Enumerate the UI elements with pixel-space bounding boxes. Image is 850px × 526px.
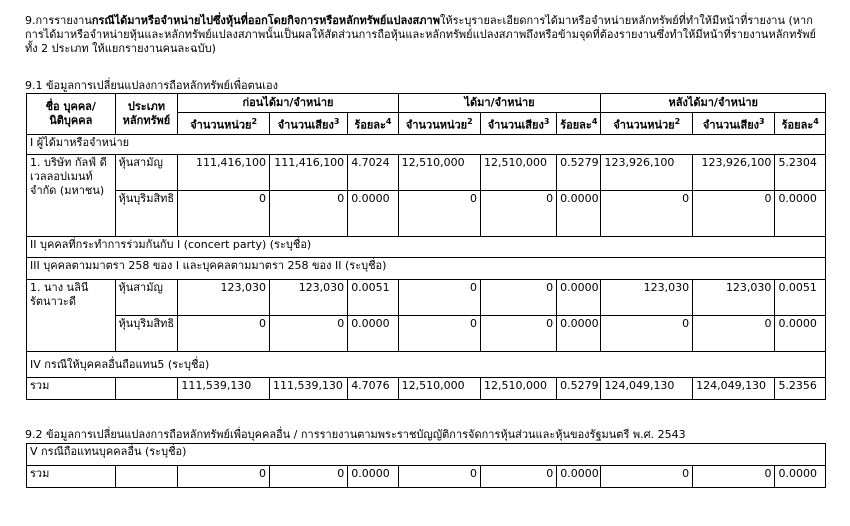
header-votes: จำนวนเสียง$^3$ — [269, 113, 347, 135]
group-header-1: I ผู้ได้มาหรือจำหน่าย — [27, 135, 826, 155]
total-cell: 0 — [481, 466, 557, 488]
header-votes: จำนวนเสียง$^3$ — [693, 113, 775, 135]
value-cell: 123,030 — [693, 280, 775, 316]
total-cell: 0.0000 — [348, 466, 398, 488]
security-type: หุ้นบุริมสิทธิ — [115, 316, 178, 352]
group-header-3: III บุคคลตามมาตรา 258 ของ I และบุคคลตามมาตรา 258 ของ II (ระบุชื่อ) — [27, 258, 826, 280]
header-percent: ร้อยละ$^4$ — [348, 113, 398, 135]
value-cell: 0 — [398, 316, 480, 352]
value-cell: 0.0000 — [557, 316, 601, 352]
header-percent: ร้อยละ$^4$ — [557, 113, 601, 135]
header-before: ก่อนได้มา/จำหน่าย — [178, 94, 398, 113]
value-cell: 0 — [601, 191, 693, 237]
value-cell: 0 — [398, 191, 480, 237]
value-cell: 0 — [178, 191, 270, 237]
total-cell: 12,510,000 — [398, 378, 480, 400]
value-cell: 0 — [693, 316, 775, 352]
value-cell: 123,926,100 — [693, 155, 775, 191]
section-9-1-title: 9.1 ข้อมูลการเปลี่ยนแปลงการถือหลักทรัพย์เพื่อตนเอง — [25, 79, 279, 92]
group-header-5: V กรณีถือแทนบุคคลอื่น (ระบุชื่อ) — [27, 444, 826, 466]
value-cell: 0.0000 — [775, 191, 826, 237]
header-units: จำนวนหน่วย$^2$ — [601, 113, 693, 135]
total-cell: 0 — [398, 466, 480, 488]
header-type: ประเภท หลักทรัพย์ — [115, 94, 178, 135]
header-after: หลังได้มา/จำหน่าย — [601, 94, 826, 113]
table-9-1 — [26, 93, 826, 400]
total-cell: 124,049,130 — [601, 378, 693, 400]
value-cell: 0.0000 — [557, 280, 601, 316]
value-cell: 4.7024 — [348, 155, 398, 191]
value-cell: 0 — [480, 316, 556, 352]
value-cell: 123,030 — [601, 280, 693, 316]
person-name-2: 1. นาง นลินี รัตนาวะดี — [27, 280, 116, 352]
section-9-2-title: 9.2 ข้อมูลการเปลี่ยนแปลงการถือหลักทรัพย์เพื่อบุคคลอื่น / การรายงานตามพระราชบัญญัติการจัดการหุ้นส่วนและหุ้นของรัฐมนตรี พ.ศ. 2543 — [25, 428, 686, 441]
value-cell: 0 — [269, 191, 347, 237]
total-cell: 0.0000 — [775, 466, 826, 488]
intro-paragraph — [25, 14, 825, 56]
group-header-2: II บุคคลที่กระทำการร่วมกันกับ I (concert party) (ระบุชื่อ) — [27, 237, 826, 258]
value-cell: 0.5279 — [557, 155, 601, 191]
value-cell: 0 — [693, 191, 775, 237]
security-type: หุ้นบุริมสิทธิ — [115, 191, 178, 237]
value-cell: 123,926,100 — [601, 155, 693, 191]
value-cell: 0 — [480, 280, 556, 316]
value-cell: 0.0051 — [775, 280, 826, 316]
total-cell: 12,510,000 — [480, 378, 556, 400]
total-label: รวม — [27, 466, 116, 488]
total-cell: 0 — [601, 466, 693, 488]
value-cell: 0.0000 — [557, 191, 601, 237]
value-cell: 123,030 — [178, 280, 270, 316]
total-cell: 5.2356 — [775, 378, 826, 400]
value-cell: 0 — [601, 316, 693, 352]
value-cell: 12,510,000 — [480, 155, 556, 191]
total-cell: 0 — [269, 466, 347, 488]
total-cell: 0.5279 — [557, 378, 601, 400]
total-cell: 0 — [178, 466, 270, 488]
value-cell: 0.0000 — [348, 191, 398, 237]
header-name: ชื่อ บุคคล/นิติบุคคล — [27, 94, 116, 135]
group-header-4: IV กรณีให้บุคคลอื่นถือแทน5 (ระบุชื่อ) — [27, 352, 826, 378]
intro-prefix: 9.การรายงาน — [25, 14, 92, 27]
total-label: รวม — [27, 378, 116, 400]
total-type-empty — [115, 378, 178, 400]
header-votes: จำนวนเสียง$^3$ — [480, 113, 556, 135]
table-9-2 — [26, 443, 826, 488]
value-cell: 0.0051 — [348, 280, 398, 316]
total-cell: 124,049,130 — [693, 378, 775, 400]
value-cell: 0 — [178, 316, 270, 352]
security-type: หุ้นสามัญ — [115, 280, 178, 316]
header-acquired: ได้มา/จำหน่าย — [398, 94, 601, 113]
intro-rest: ให้ระบุรายละเอียดการได้มาหรือจำหน่ายหลักทรัพย์ที่ทำให้มีหน้าที่รายงาน (หากการได้มาหรือจำหน่ายหุ้นและหลักทรัพย์แปลงสภาพนั้นเป็นผลให้สัดส่วนการถือหุ้นและหลักทรัพย์แปลงสภาพถึงหรือข้ามจุดที่ต้องรายงานซึ่งทำให้มีหน้าที่รายงานหลักทรัพย์ทั้ง 2 ประเภท ให้แยกรายงานคนละฉบับ) — [25, 14, 816, 55]
value-cell: 0 — [398, 280, 480, 316]
value-cell: 0 — [269, 316, 347, 352]
total-cell: 0.0000 — [557, 466, 601, 488]
header-units: จำนวนหน่วย$^2$ — [398, 113, 480, 135]
security-type: หุ้นสามัญ — [115, 155, 178, 191]
value-cell: 0.0000 — [775, 316, 826, 352]
header-units: จำนวนหน่วย$^2$ — [178, 113, 270, 135]
total-cell: 0 — [693, 466, 775, 488]
total-cell: 4.7076 — [348, 378, 398, 400]
total-cell: 111,539,130 — [178, 378, 270, 400]
value-cell: 5.2304 — [775, 155, 826, 191]
value-cell: 123,030 — [269, 280, 347, 316]
value-cell: 0.0000 — [348, 316, 398, 352]
value-cell: 111,416,100 — [269, 155, 347, 191]
value-cell: 111,416,100 — [178, 155, 270, 191]
value-cell: 0 — [480, 191, 556, 237]
person-name-1: 1. บริษัท กัลฟ์ ดี เวลลอปเมนท์ จำกัด (มหาชน) — [27, 155, 116, 237]
total-cell: 111,539,130 — [269, 378, 347, 400]
total-type-empty — [115, 466, 178, 488]
value-cell: 12,510,000 — [398, 155, 480, 191]
header-percent: ร้อยละ$^4$ — [775, 113, 826, 135]
intro-bold: กรณีได้มาหรือจำหน่ายไปซึ่งหุ้นที่ออกโดยกิจการหรือหลักทรัพย์แปลงสภาพ — [91, 14, 440, 27]
